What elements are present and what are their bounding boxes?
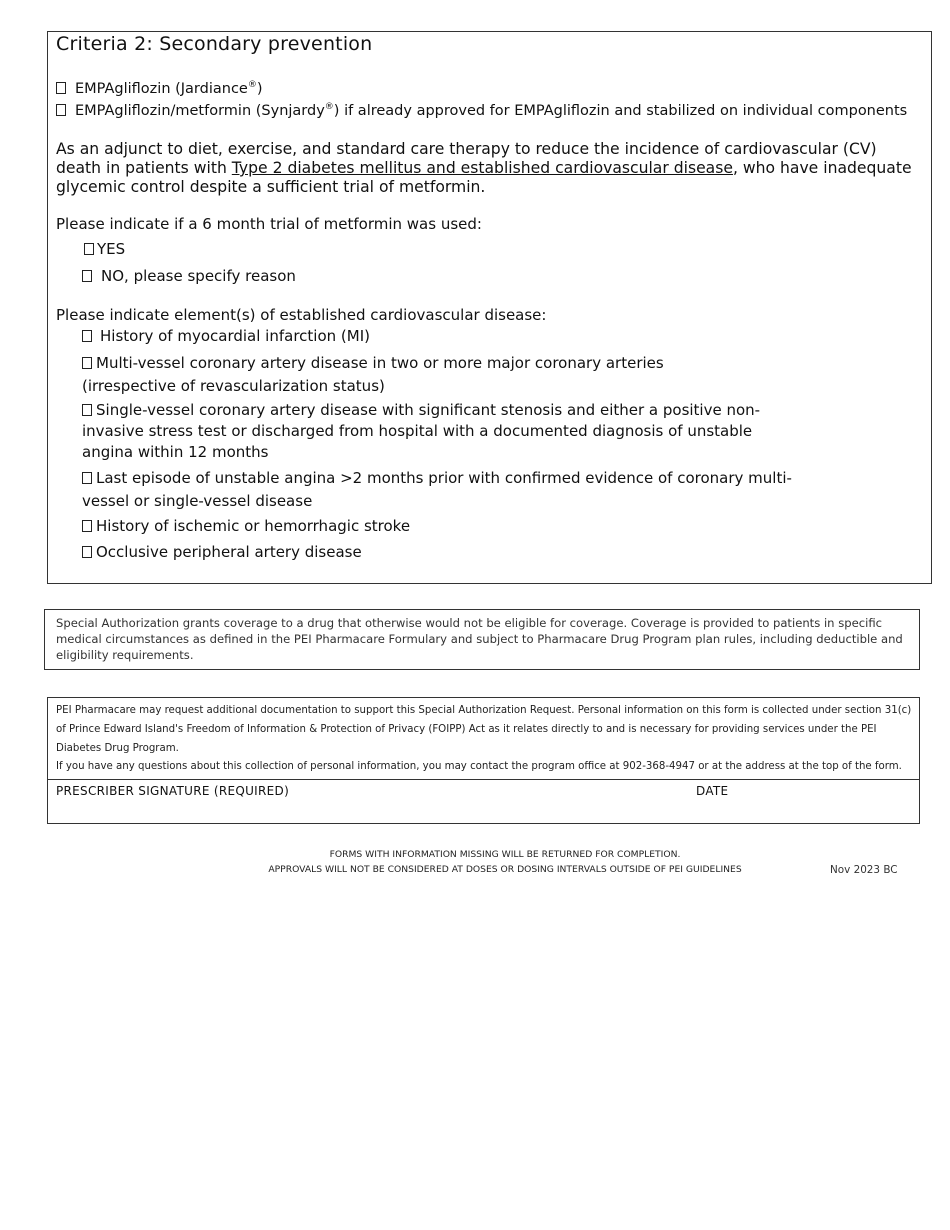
registered-mark: ® [247, 80, 257, 90]
option-label: History of myocardial infarction (MI) [100, 327, 370, 345]
option-label: Occlusive peripheral artery disease [96, 543, 362, 561]
cvd-option [82, 400, 797, 463]
synjardy-checkbox[interactable] [56, 104, 66, 116]
metformin-no-checkbox[interactable] [82, 270, 92, 282]
drug-name: EMPAgliflozin/metformin (Synjardy [75, 102, 325, 119]
drug-option-jardiance [56, 80, 263, 97]
cvd-option [82, 516, 802, 537]
drug-option-synjardy [56, 102, 907, 119]
cvd-checkbox[interactable] [82, 330, 92, 342]
cvd-checkbox[interactable] [82, 357, 92, 369]
metformin-option-yes [84, 239, 125, 260]
privacy-signature-section [47, 697, 920, 824]
cvd-option [82, 542, 802, 563]
cvd-checkbox[interactable] [82, 546, 92, 558]
divider [48, 779, 919, 780]
option-label: YES [97, 240, 126, 258]
option-label: Last episode of unstable angina >2 months prior with confirmed evidence of coronary multi-vessel or single-vessel disease [82, 469, 792, 510]
metformin-yes-checkbox[interactable] [84, 243, 94, 255]
footer-approvals: APPROVALS WILL NOT BE CONSIDERED AT DOSES OR DOSING INTERVALS OUTSIDE OF PEI GUIDELINES [268, 864, 742, 875]
cvd-checkbox[interactable] [82, 404, 92, 416]
cvd-checkbox[interactable] [82, 520, 92, 532]
indication-before: As an adjunct to diet, exercise, and standard care therapy to reduce the incidence of cardiovascular (CV) death in patients with [56, 140, 877, 177]
jardiance-checkbox[interactable] [56, 82, 66, 94]
footer-missing-info: FORMS WITH INFORMATION MISSING WILL BE RETURNED FOR COMPLETION. [329, 849, 681, 860]
privacy-paragraph: PEI Pharmacare may request additional documentation to support this Special Authorization Request. Personal information on this form is collected under section 31(c) of Prince Edward Island's Freedom of Information & Protection of Privacy (FOIPP) Act as it relates directly to and is necessary for providing services under the PEI Diabetes Drug Program. [56, 705, 912, 754]
privacy-contact: If you have any questions about this collection of personal information, you may contact the program office at 902-368-4947 or at the address at the top of the form. [56, 761, 902, 772]
registered-mark: ® [324, 102, 334, 112]
cvd-option [82, 467, 832, 513]
option-label: Multi-vessel coronary artery disease in two or more major coronary arteries (irrespective of revascularization status) [82, 354, 664, 395]
drug-name: EMPAgliflozin (Jardiance [75, 80, 248, 97]
indication-text [56, 140, 926, 197]
option-label: NO, please specify reason [101, 267, 296, 285]
option-label: History of ischemic or hemorrhagic stroke [96, 517, 411, 535]
drug-suffix: ) [256, 80, 263, 97]
indication-after: , who have inadequate glycemic control despite a sufficient trial of metformin. [56, 159, 912, 196]
prescriber-signature-field[interactable]: PRESCRIBER SIGNATURE (REQUIRED) [56, 784, 290, 798]
metformin-question: Please indicate if a 6 month trial of metformin was used: [56, 215, 482, 233]
metformin-option-no [82, 266, 296, 287]
cvd-question: Please indicate element(s) of established cardiovascular disease: [56, 306, 547, 324]
drug-suffix: ) if already approved for EMPAgliflozin and stabilized on individual components [333, 102, 908, 119]
criteria-title: Criteria 2: Secondary prevention [56, 33, 373, 55]
option-label: Single-vessel coronary artery disease with significant stenosis and either a positive non-invasive stress test or discharged from hospital with a documented diagnosis of unstable angina within 12 months [82, 401, 761, 461]
criteria-section [47, 31, 932, 584]
cvd-option [82, 352, 762, 398]
indication-underlined: Type 2 diabetes mellitus and established cardiovascular disease [231, 159, 733, 177]
special-authorization-notice: Special Authorization grants coverage to a drug that otherwise would not be eligible for coverage. Coverage is provided to patients in specific medical circumstances as defined in the PEI Pharmacare Formulary and subject to Pharmacare Drug Program plan rules, including deductible and eligibility requirements. [44, 609, 920, 670]
cvd-option [82, 326, 802, 347]
cvd-checkbox[interactable] [82, 472, 92, 484]
date-field[interactable]: DATE [696, 784, 729, 798]
form-version-code: Nov 2023 BC [830, 864, 898, 876]
